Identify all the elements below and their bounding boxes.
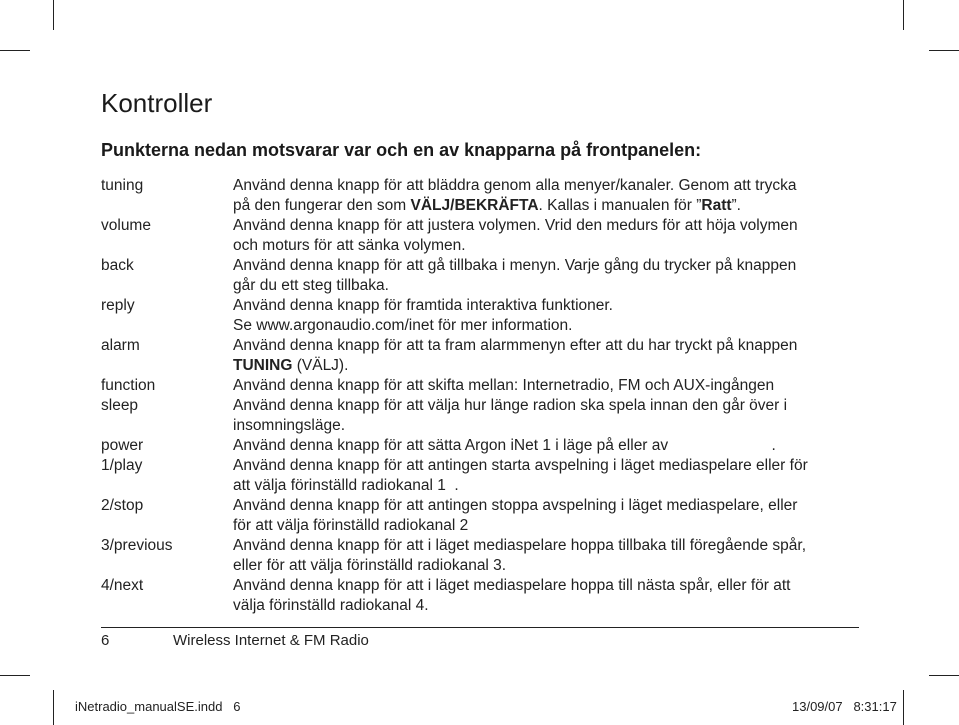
footer-divider [101, 627, 859, 628]
text-segment: Använd denna knapp för att justera volymen. Vrid den medurs för att höja volymen [233, 217, 798, 234]
slug-file-info: iNetradio_manualSE.indd 6 [75, 699, 241, 714]
text-segment: Använd denna knapp för att ta fram alarmmenyn efter att du har tryckt på knappen [233, 337, 798, 354]
description-line [233, 536, 861, 556]
description-line [233, 216, 861, 236]
control-description [233, 336, 861, 376]
control-description [233, 396, 861, 436]
description-line [233, 476, 861, 496]
description-line [233, 256, 861, 276]
crop-mark [53, 690, 54, 725]
control-entry [101, 456, 861, 496]
bold-text: TUNING [233, 357, 293, 374]
control-entry [101, 296, 861, 336]
slug-timestamp: 13/09/07 8:31:17 [792, 699, 897, 714]
control-term: 4/next [101, 577, 144, 594]
control-term: reply [101, 297, 135, 314]
text-segment: välja förinställd radiokanal 4. [233, 597, 429, 614]
control-description [233, 456, 861, 496]
text-segment: på den fungerar den som [233, 197, 411, 214]
control-description [233, 176, 861, 216]
text-segment: (VÄLJ). [292, 357, 349, 374]
crop-mark [929, 50, 959, 51]
page-title: Kontroller [101, 88, 213, 118]
control-term: 2/stop [101, 497, 144, 514]
description-line [233, 356, 861, 376]
text-segment: Använd denna knapp för att i läget mediaspelare hoppa till nästa spår, eller för att [233, 577, 791, 594]
control-term: 3/previous [101, 537, 173, 554]
control-entry [101, 396, 861, 436]
section-subtitle: Punkterna nedan motsvarar var och en av knapparna på frontpanelen: [101, 140, 702, 160]
description-line [233, 456, 861, 476]
text-segment: Använd denna knapp för att antingen stoppa avspelning i läget mediaspelare, eller [233, 497, 798, 514]
description-line [233, 316, 861, 336]
control-entry [101, 376, 861, 396]
crop-mark [53, 0, 54, 30]
description-line [233, 436, 861, 456]
control-description [233, 436, 861, 456]
text-segment: . Kallas i manualen för ” [538, 197, 702, 214]
control-entry [101, 176, 861, 216]
page-number: 6 [101, 632, 110, 649]
control-entry [101, 336, 861, 376]
text-segment: att välja förinställd radiokanal 1 . [233, 477, 459, 494]
control-entry [101, 256, 861, 296]
control-term: power [101, 437, 144, 454]
crop-mark [903, 0, 904, 30]
crop-mark [929, 675, 959, 676]
crop-mark [903, 690, 904, 725]
description-line [233, 176, 861, 196]
control-term: back [101, 257, 134, 274]
bold-text: Ratt [701, 197, 732, 214]
description-line [233, 596, 861, 616]
text-segment: insomningsläge. [233, 417, 346, 434]
text-segment: Använd denna knapp för att gå tillbaka i menyn. Varje gång du trycker på knappen [233, 257, 797, 274]
control-description [233, 376, 861, 396]
control-entry [101, 216, 861, 256]
control-entry [101, 436, 861, 456]
footer-text: Wireless Internet & FM Radio [173, 632, 369, 649]
description-line [233, 576, 861, 596]
description-line [233, 336, 861, 356]
control-term: function [101, 377, 156, 394]
control-term: sleep [101, 397, 139, 414]
control-term: volume [101, 217, 151, 234]
description-line [233, 236, 861, 256]
description-line [233, 276, 861, 296]
control-description [233, 536, 861, 576]
description-line [233, 516, 861, 536]
control-description [233, 496, 861, 536]
crop-mark [0, 675, 30, 676]
control-term: 1/play [101, 457, 143, 474]
control-entry [101, 576, 861, 616]
control-description [233, 576, 861, 616]
description-line [233, 496, 861, 516]
text-segment: går du ett steg tillbaka. [233, 277, 389, 294]
text-segment: och moturs för att sänka volymen. [233, 237, 466, 254]
text-segment: ”. [731, 197, 741, 214]
control-term: tuning [101, 177, 144, 194]
text-segment: Använd denna knapp för att välja hur länge radion ska spela innan den går över i [233, 397, 788, 414]
bold-text: VÄLJ/BEKRÄFTA [410, 197, 539, 214]
control-description [233, 256, 861, 296]
text-segment: Använd denna knapp för att i läget mediaspelare hoppa tillbaka till föregående spår, [233, 537, 807, 554]
text-segment: Använd denna knapp för att bläddra genom alla menyer/kanaler. Genom att trycka [233, 177, 797, 194]
description-line [233, 556, 861, 576]
text-segment: Se www.argonaudio.com/inet för mer information. [233, 317, 573, 334]
text-segment: Använd denna knapp för framtida interaktiva funktioner. [233, 297, 613, 314]
description-line [233, 416, 861, 436]
control-description [233, 296, 861, 336]
text-segment: eller för att välja förinställd radiokanal 3. [233, 557, 507, 574]
description-line [233, 296, 861, 316]
text-segment: för att välja förinställd radiokanal 2 [233, 517, 469, 534]
control-term: alarm [101, 337, 140, 354]
description-line [233, 376, 861, 396]
text-segment: Använd denna knapp för att antingen starta avspelning i läget mediaspelare eller för [233, 457, 808, 474]
control-entry [101, 496, 861, 536]
controls-list [101, 176, 861, 616]
control-description [233, 216, 861, 256]
crop-mark [0, 50, 30, 51]
description-line [233, 396, 861, 416]
description-line [233, 196, 861, 216]
text-segment: Använd denna knapp för att sätta Argon iNet 1 i läge på eller av . [233, 437, 776, 454]
control-entry [101, 536, 861, 576]
text-segment: Använd denna knapp för att skifta mellan: Internetradio, FM och AUX-ingången [233, 377, 775, 394]
